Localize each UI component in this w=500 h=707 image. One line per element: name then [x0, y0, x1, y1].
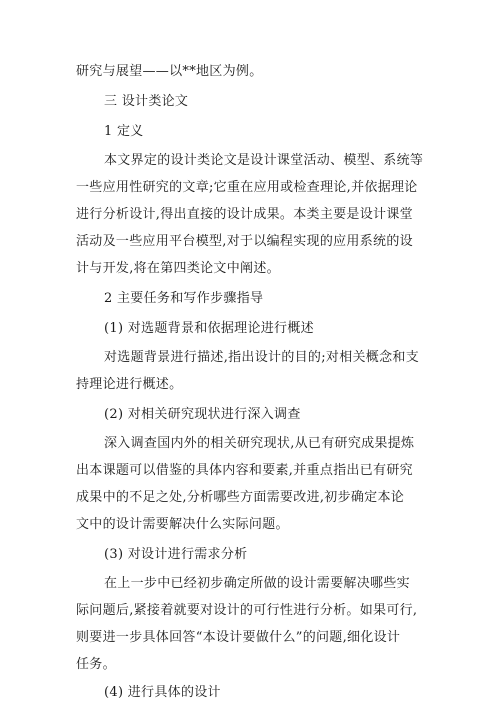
step-heading: (2) 对相关研究现状进行深入调查 — [104, 407, 301, 422]
text-line: 本文界定的设计类论文是设计课堂活动、模型、系统等 — [104, 153, 424, 168]
text-line: 进行分析设计,得出直接的设计成果。本类主要是设计课堂 — [76, 207, 413, 222]
step-heading: (4) 进行具体的设计 — [104, 685, 221, 700]
text-line: 在上一步中已经初步确定所做的设计需要解决哪些实 — [104, 576, 410, 591]
subsection-heading: 2 主要任务和写作步骤指导 — [104, 291, 264, 306]
text-line: 持理论进行概述。 — [76, 377, 183, 392]
text-line: 对选题背景进行描述,指出设计的目的;对相关概念和支 — [104, 350, 420, 365]
text-line: 出本课题可以借鉴的具体内容和要素,并重点指出已有研究 — [76, 463, 413, 478]
text-line: 则要进一步具体回答“本设计要做什么”的问题,细化设计 — [76, 630, 401, 645]
section-heading: 三 设计类论文 — [104, 94, 189, 109]
text-line: 计与开发,将在第四类论文中阐述。 — [76, 261, 280, 276]
text-line: 成果中的不足之处,分析哪些方面需要改进,初步确定本论 — [76, 490, 405, 505]
text-line: 际问题后,紧接着就要对设计的可行性进行分析。如果可行, — [76, 603, 418, 618]
text-line: 深入调查国内外的相关研究现状,从已有研究成果提炼 — [104, 436, 415, 451]
step-heading: (3) 对设计进行需求分析 — [104, 547, 248, 562]
text-line: 文中的设计需要解决什么实际问题。 — [76, 517, 289, 532]
text-line: 任务。 — [76, 657, 116, 672]
text-line: 研究与展望——以**地区为例。 — [76, 64, 263, 79]
text-line: 一些应用性研究的文章;它重在应用或检查理论,并依据理论 — [76, 180, 418, 195]
text-line: 活动及一些应用平台模型,对于以编程实现的应用系统的设 — [76, 234, 413, 249]
subsection-heading: 1 定义 — [104, 124, 144, 139]
step-heading: (1) 对选题背景和依据理论进行概述 — [104, 321, 314, 336]
